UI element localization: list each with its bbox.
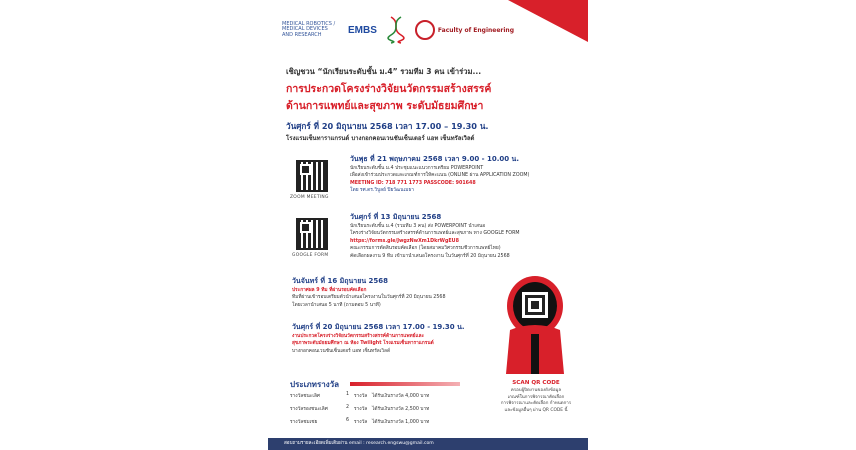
title-line-2: ด้านการแพทย์และสุขภาพ ระดับมัธยมศึกษา <box>286 100 484 112</box>
final-red-1: งานประกวดโครงร่างวิจัยนวัตกรรมสร้างสรรค์ด้านการแพทย์และ <box>292 333 425 339</box>
form-heading: วันศุกร์ ที่ 13 มิถุนายน 2568 <box>350 213 442 221</box>
zoom-qr-label: ZOOM MEETING <box>290 195 329 200</box>
zoom-meeting-id: MEETING ID: 718 771 1773 PASSCODE: 901648 <box>350 180 476 186</box>
final-heading: วันศุกร์ ที่ 20 มิถุนายน 2568 เวลา 17.00 - 19.30 น. <box>292 323 465 331</box>
event-date: วันศุกร์ ที่ 20 มิถุนายน 2568 เวลา 17.00 – 19.30 น. <box>286 121 489 131</box>
form-qr-code[interactable] <box>296 218 328 250</box>
mdp-logo: MEDICAL ROBOTICS / MEDICAL DEVICES AND RESEARCH <box>282 20 336 38</box>
mascot-guard-icon <box>500 270 570 378</box>
form-line-2: โครงร่างวิจัยนวัตกรรมสร้างสรรค์ด้านการแพทย์และสุขภาพ ทาง GOOGLE FORM <box>350 231 520 237</box>
embs-logo: EMBS <box>348 24 377 36</box>
form-line-1: นักเรียนระดับชั้น ม.4 (รวมทีม 3 คน) ส่ง POWERPOINT นำเสนอ <box>350 223 486 229</box>
title-line-1: การประกวดโครงร่างวิจัยนวัตกรรมสร้างสรรค์ <box>286 83 492 95</box>
scan-qr-title: SCAN QR CODE <box>512 380 560 386</box>
final-line-1: บางกอกคอนเวนชันเซ็นเตอร์ แอท เซ็นทรัลเวิลด์ <box>292 348 391 354</box>
event-venue: โรงแรมเซ็นทาราแกรนด์ บางกอกคอนเวนชันเซ็นเตอร์ แอท เซ็นทรัลเวิลด์ <box>286 135 475 142</box>
awards-title: ประเภทรางวัล <box>290 380 340 389</box>
dna-logo-icon <box>387 15 405 45</box>
award-row: รางวัลชนะเลิศ 1 รางวัล ได้รับเงินรางวัล 4,000 บาท <box>290 392 430 399</box>
footer-contact: สอบถามรายละเอียดเพิ่มเติมผ่าน email : research.engswu@gmail.com <box>268 438 588 450</box>
zoom-section <box>350 154 580 195</box>
poster <box>268 0 588 450</box>
award-row: รางวัลรองชนะเลิศ 2 รางวัล ได้รับเงินรางวัล 2,500 บาท <box>290 405 430 412</box>
faculty-logo <box>415 20 514 40</box>
faculty-name: Faculty of Engineering <box>437 26 514 34</box>
zoom-host: โดย รศ.ดร.วิบูลย์ ปิยวัฒนเมธา <box>350 188 414 194</box>
final-section <box>292 322 502 355</box>
zoom-line-2: เพื่อส่งเข้าร่วมประกวดและเกณฑ์การให้คะแนน (ONLINE ผ่าน APPLICATION ZOOM) <box>350 173 530 179</box>
form-qr-label: GOOGLE FORM <box>292 253 329 258</box>
award-row: รางวัลชมเชย 6 รางวัล ได้รับเงินรางวัล 1,000 บาท <box>290 418 430 425</box>
form-line-4: คัดเลือกผลงาน 9 ทีม เข้ามานำเสนอโครงงาน ในวันศุกร์ที่ 20 มิถุนายน 2568 <box>350 253 510 259</box>
faculty-emblem-icon <box>415 20 435 40</box>
announce-line-2: โดยเวลานำเสนอ 5 นาที (ถามตอบ 5 นาที) <box>292 302 381 308</box>
announce-line-1: ทีมที่ผ่านเข้ารอบเตรียมตัวนำเสนอโครงงานในวันศุกร์ที่ 20 มิถุนายน 2568 <box>292 295 446 301</box>
form-line-3: คณะกรรมการตัดสินรอบคัดเลือก (โดยสมาคมวิศวกรรมชีวการแพทย์ไทย) <box>350 246 501 252</box>
final-red-2: สุขภาพระดับมัธยมศึกษา ณ ห้อง Twilight โรงแรมเซ็นทาราแกรนด์ <box>292 341 434 347</box>
announce-heading: วันจันทร์ ที่ 16 มิถุนายน 2568 <box>292 277 389 285</box>
awards-divider <box>350 382 460 386</box>
logo-bar <box>282 12 574 48</box>
form-section <box>350 212 580 260</box>
zoom-line-1: นักเรียนระดับชั้น ม.4 ประชุมแนะแนวการเตรียม POWERPOINT <box>350 165 484 171</box>
announce-result: ประกาศผล 9 ทีม ที่ผ่านรอบคัดเลือก <box>292 287 367 293</box>
zoom-heading: วันพุธ ที่ 21 พฤษภาคม 2568 เวลา 9.00 - 10.00 น. <box>350 155 519 163</box>
invite-line: เชิญชวน “นักเรียนระดับชั้น ม.4” รวมทีม 3 คน เข้าร่วม... <box>286 67 482 76</box>
announce-section <box>292 276 502 309</box>
scan-note: ครอบผู้ปิดงานของยังข้อมูล เกณฑ์ในการพิจารณาคัดเลือก การพิจารณาและคัดเลือก กำหนดการ และข้อมูลอื่นๆ ผ่าน QR CODE นี้ <box>500 388 572 413</box>
zoom-qr-code[interactable] <box>296 160 328 192</box>
form-link[interactable]: https://forms.gle/JwgzNwXm1DkrWgEU8 <box>350 238 459 244</box>
